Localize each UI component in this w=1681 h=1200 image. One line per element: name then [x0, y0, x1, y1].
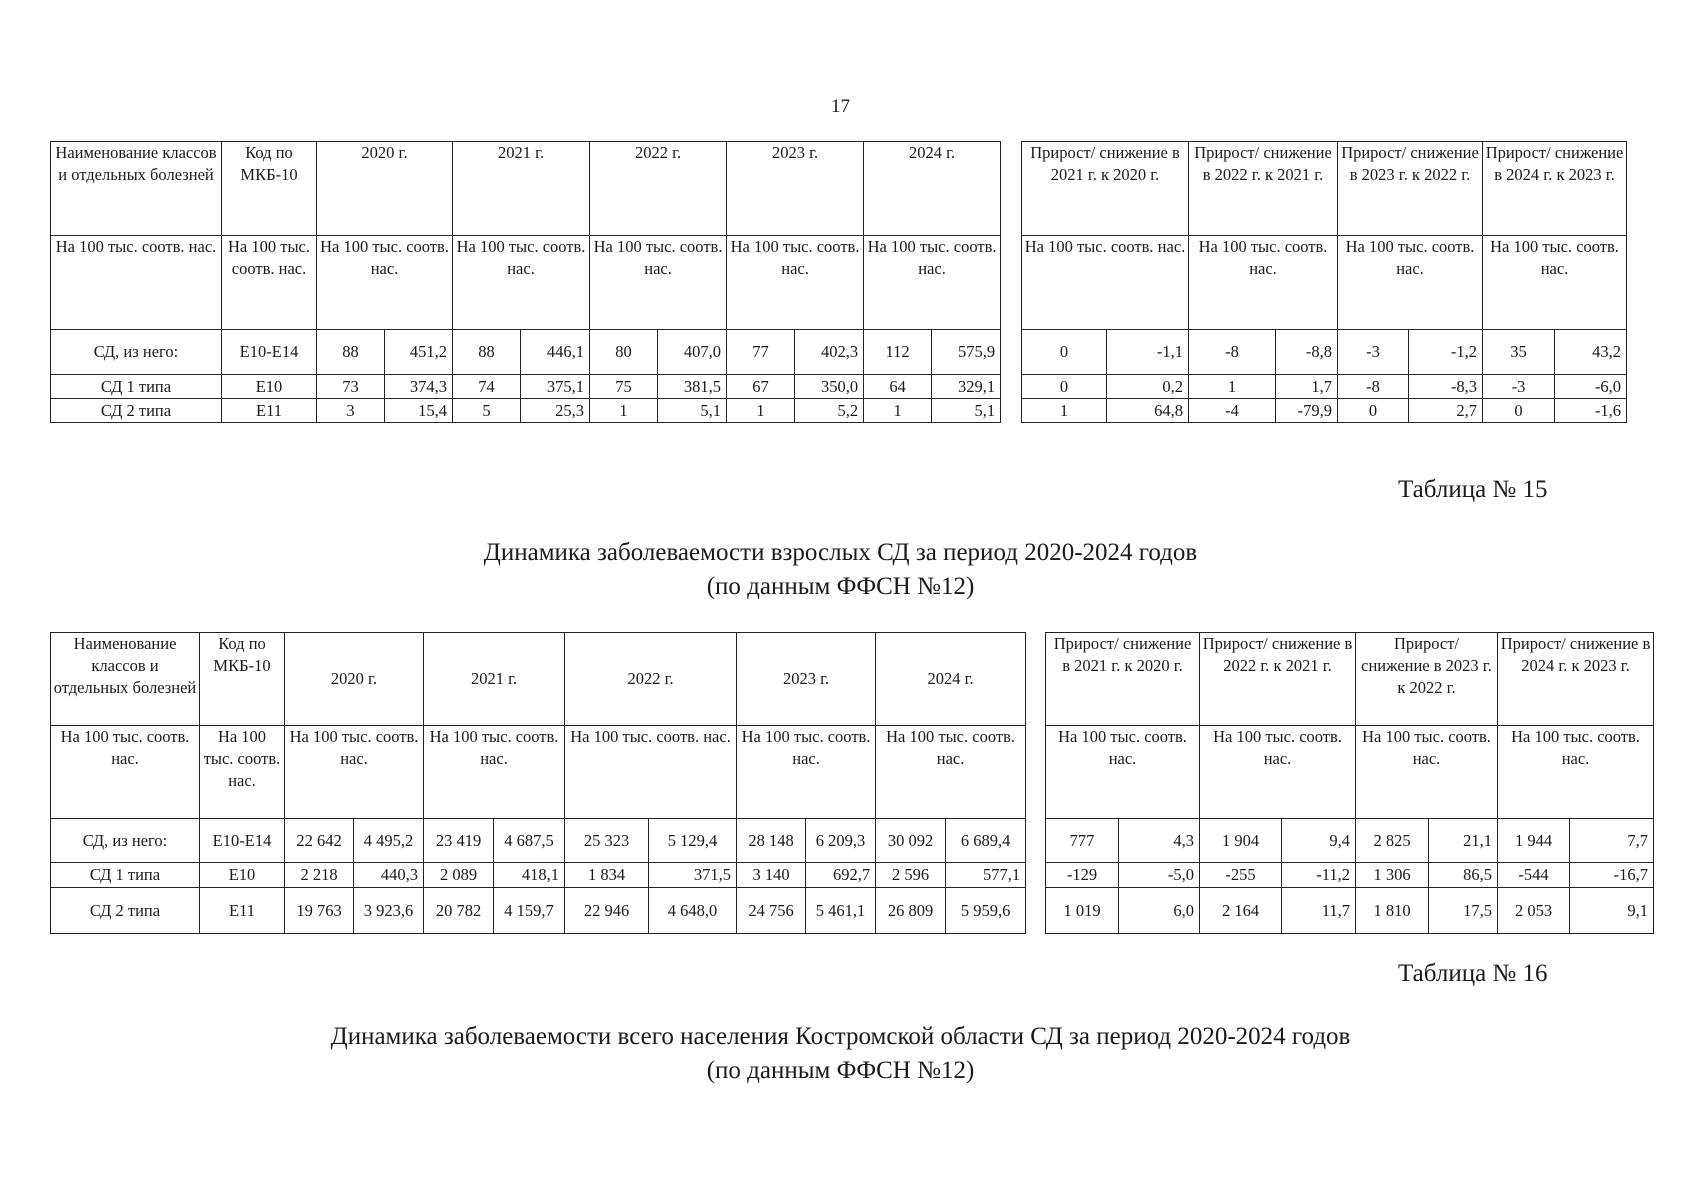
table-15-title-line2: (по данным ФФСН №12): [706, 573, 975, 600]
cell: 3 923,6: [354, 888, 424, 934]
table-row: [51, 399, 1001, 423]
table-16-title-line2: (по данным ФФСН №12): [706, 1057, 975, 1084]
cell: -8: [1189, 330, 1276, 375]
cell: 15,4: [385, 399, 453, 423]
header-year: 2022 г.: [590, 142, 727, 236]
cell: 1 306: [1356, 863, 1429, 888]
cell: -1,1: [1107, 330, 1189, 375]
table-15-label: Таблица № 15: [1398, 476, 1548, 503]
unit-cell: На 100 тыс. соотв. нас.: [1189, 236, 1338, 330]
cell: -255: [1200, 863, 1282, 888]
cell: 88: [453, 330, 521, 375]
cell: 75: [590, 375, 658, 399]
unit-code: На 100 тыс. соотв. нас.: [222, 236, 317, 330]
table-16-title-line1: Динамика заболеваемости всего населения Костромской области СД за период 2020-2024 годов: [330, 1023, 1351, 1050]
growth-header: Прирост/ снижение в 2023 г. к 2022 г.: [1356, 633, 1498, 726]
cell: 1 810: [1356, 888, 1429, 934]
cell: 575,9: [932, 330, 1001, 375]
cell: 86,5: [1429, 863, 1498, 888]
growth-header: Прирост/ снижение в 2021 г. к 2020 г.: [1046, 633, 1200, 726]
header-code: Код по МКБ-10: [222, 142, 317, 236]
cell: 17,5: [1429, 888, 1498, 934]
cell: 1 834: [565, 863, 649, 888]
row-name: СД, из него:: [51, 330, 222, 375]
page-number: 17: [831, 96, 850, 117]
cell: 7,7: [1570, 819, 1654, 863]
cell: 4,3: [1119, 819, 1200, 863]
table-row: [51, 330, 1001, 375]
cell: 4 159,7: [494, 888, 565, 934]
table-15-title-line1: Динамика заболеваемости взрослых СД за период 2020-2024 годов: [483, 539, 1198, 566]
cell: 3: [317, 399, 385, 423]
cell: 5,1: [658, 399, 727, 423]
table-row: [1046, 863, 1654, 888]
cell: 1 944: [1498, 819, 1570, 863]
cell: 2 089: [424, 863, 494, 888]
cell: 9,4: [1282, 819, 1356, 863]
header-year: 2021 г.: [453, 142, 590, 236]
unit-cell: На 100 тыс. соотв. нас.: [1498, 726, 1654, 819]
table-row: [1022, 330, 1627, 375]
cell: 6 689,4: [946, 819, 1026, 863]
cell: -16,7: [1570, 863, 1654, 888]
cell: 407,0: [658, 330, 727, 375]
header-year: 2024 г.: [864, 142, 1001, 236]
row-code: Е10: [222, 375, 317, 399]
cell: 1: [1022, 399, 1107, 423]
unit-cell: На 100 тыс. соотв. нас.: [1338, 236, 1483, 330]
unit-cell: На 100 тыс. соотв. нас.: [876, 726, 1026, 819]
row-name: СД 1 типа: [51, 863, 200, 888]
cell: 777: [1046, 819, 1119, 863]
cell: 371,5: [649, 863, 737, 888]
cell: 1,7: [1276, 375, 1338, 399]
cell: 418,1: [494, 863, 565, 888]
cell: 451,2: [385, 330, 453, 375]
cell: 5 959,6: [946, 888, 1026, 934]
header-name: Наименование классов и отдельных болезней: [51, 633, 200, 726]
cell: 11,7: [1282, 888, 1356, 934]
growth-header: Прирост/ снижение в 2022 г. к 2021 г.: [1189, 142, 1338, 236]
cell: 0: [1022, 330, 1107, 375]
growth-header: Прирост/ снижение в 2024 г. к 2023 г.: [1483, 142, 1627, 236]
cell: 112: [864, 330, 932, 375]
cell: 446,1: [521, 330, 590, 375]
cell: 25,3: [521, 399, 590, 423]
cell: 2 218: [285, 863, 354, 888]
cell: -129: [1046, 863, 1119, 888]
cell: 1: [727, 399, 795, 423]
cell: 22 642: [285, 819, 354, 863]
cell: -1,2: [1409, 330, 1483, 375]
cell: 64,8: [1107, 399, 1189, 423]
table-row: [51, 888, 1026, 934]
table-row: [1022, 399, 1627, 423]
cell: 64: [864, 375, 932, 399]
table-15-title: [0, 536, 1681, 604]
unit-cell: На 100 тыс. соотв. нас.: [727, 236, 864, 330]
unit-cell: На 100 тыс. соотв. нас.: [424, 726, 565, 819]
cell: 5 129,4: [649, 819, 737, 863]
cell: 375,1: [521, 375, 590, 399]
adults-table-growth: [1045, 632, 1654, 934]
unit-name: На 100 тыс. соотв. нас.: [51, 726, 200, 819]
cell: -5,0: [1119, 863, 1200, 888]
cell: 577,1: [946, 863, 1026, 888]
growth-header: Прирост/ снижение в 2024 г. к 2023 г.: [1498, 633, 1654, 726]
header-code: Код по МКБ-10: [200, 633, 285, 726]
unit-cell: На 100 тыс. соотв. нас.: [453, 236, 590, 330]
cell: -4: [1189, 399, 1276, 423]
cell: 2 825: [1356, 819, 1429, 863]
cell: -79,9: [1276, 399, 1338, 423]
cell: 692,7: [806, 863, 876, 888]
header-year: 2021 г.: [424, 633, 565, 726]
header-year: 2020 г.: [317, 142, 453, 236]
cell: 4 648,0: [649, 888, 737, 934]
table-row: [51, 863, 1026, 888]
cell: 43,2: [1555, 330, 1627, 375]
cell: 26 809: [876, 888, 946, 934]
cell: 5,1: [932, 399, 1001, 423]
row-name: СД 1 типа: [51, 375, 222, 399]
cell: 74: [453, 375, 521, 399]
row-code: Е10-Е14: [200, 819, 285, 863]
header-year: 2024 г.: [876, 633, 1026, 726]
cell: 20 782: [424, 888, 494, 934]
cell: -6,0: [1555, 375, 1627, 399]
cell: 28 148: [737, 819, 806, 863]
cell: 22 946: [565, 888, 649, 934]
unit-cell: На 100 тыс. соотв. нас.: [1022, 236, 1189, 330]
cell: 440,3: [354, 863, 424, 888]
cell: -1,6: [1555, 399, 1627, 423]
unit-cell: На 100 тыс. соотв. нас.: [864, 236, 1001, 330]
cell: 1 019: [1046, 888, 1119, 934]
cell: 2 596: [876, 863, 946, 888]
cell: 19 763: [285, 888, 354, 934]
cell: 374,3: [385, 375, 453, 399]
unit-cell: На 100 тыс. соотв. нас.: [1356, 726, 1498, 819]
unit-cell: На 100 тыс. соотв. нас.: [590, 236, 727, 330]
top-table-growth: [1021, 141, 1627, 423]
cell: 30 092: [876, 819, 946, 863]
row-name: СД 2 типа: [51, 399, 222, 423]
cell: 4 495,2: [354, 819, 424, 863]
header-year: 2020 г.: [285, 633, 424, 726]
cell: -11,2: [1282, 863, 1356, 888]
cell: -8: [1338, 375, 1409, 399]
cell: -8,8: [1276, 330, 1338, 375]
cell: 73: [317, 375, 385, 399]
cell: 88: [317, 330, 385, 375]
cell: 23 419: [424, 819, 494, 863]
growth-header: Прирост/ снижение в 2023 г. к 2022 г.: [1338, 142, 1483, 236]
cell: 329,1: [932, 375, 1001, 399]
cell: 77: [727, 330, 795, 375]
unit-cell: На 100 тыс. соотв. нас.: [317, 236, 453, 330]
unit-cell: На 100 тыс. соотв. нас.: [565, 726, 737, 819]
cell: 3 140: [737, 863, 806, 888]
cell: 1: [590, 399, 658, 423]
cell: 1: [1189, 375, 1276, 399]
table-row: [51, 375, 1001, 399]
table-16-title: [0, 1020, 1681, 1088]
cell: -8,3: [1409, 375, 1483, 399]
table-row: [51, 819, 1026, 863]
cell: 9,1: [1570, 888, 1654, 934]
cell: 6,0: [1119, 888, 1200, 934]
cell: 0: [1338, 399, 1409, 423]
cell: 4 687,5: [494, 819, 565, 863]
cell: 24 756: [737, 888, 806, 934]
cell: 6 209,3: [806, 819, 876, 863]
cell: -544: [1498, 863, 1570, 888]
cell: 5: [453, 399, 521, 423]
cell: 381,5: [658, 375, 727, 399]
cell: 2 053: [1498, 888, 1570, 934]
growth-header: Прирост/ снижение в 2021 г. к 2020 г.: [1022, 142, 1189, 236]
unit-cell: На 100 тыс. соотв. нас.: [1200, 726, 1356, 819]
cell: 1 904: [1200, 819, 1282, 863]
header-year: 2023 г.: [737, 633, 876, 726]
row-code: Е11: [200, 888, 285, 934]
row-name: СД, из него:: [51, 819, 200, 863]
cell: 80: [590, 330, 658, 375]
row-code: Е11: [222, 399, 317, 423]
cell: 2,7: [1409, 399, 1483, 423]
cell: 402,3: [795, 330, 864, 375]
cell: 0,2: [1107, 375, 1189, 399]
unit-code: На 100 тыс. соотв. нас.: [200, 726, 285, 819]
row-name: СД 2 типа: [51, 888, 200, 934]
cell: 35: [1483, 330, 1555, 375]
cell: 0: [1483, 399, 1555, 423]
cell: 5,2: [795, 399, 864, 423]
cell: -3: [1338, 330, 1409, 375]
cell: 350,0: [795, 375, 864, 399]
unit-cell: На 100 тыс. соотв. нас.: [285, 726, 424, 819]
row-code: Е10-Е14: [222, 330, 317, 375]
table-16-label: Таблица № 16: [1398, 960, 1548, 987]
unit-cell: На 100 тыс. соотв. нас.: [737, 726, 876, 819]
unit-name: На 100 тыс. соотв. нас.: [51, 236, 222, 330]
cell: 21,1: [1429, 819, 1498, 863]
cell: 25 323: [565, 819, 649, 863]
row-code: Е10: [200, 863, 285, 888]
table-row: [1046, 819, 1654, 863]
cell: 5 461,1: [806, 888, 876, 934]
growth-header: Прирост/ снижение в 2022 г. к 2021 г.: [1200, 633, 1356, 726]
cell: 0: [1022, 375, 1107, 399]
header-year: 2023 г.: [727, 142, 864, 236]
cell: 67: [727, 375, 795, 399]
unit-cell: На 100 тыс. соотв. нас.: [1483, 236, 1627, 330]
adults-table-main: [50, 632, 1026, 934]
table-row: [1022, 375, 1627, 399]
header-year: 2022 г.: [565, 633, 737, 726]
top-table-main: [50, 141, 1001, 423]
cell: -3: [1483, 375, 1555, 399]
header-name: Наименование классов и отдельных болезней: [51, 142, 222, 236]
cell: 2 164: [1200, 888, 1282, 934]
unit-cell: На 100 тыс. соотв. нас.: [1046, 726, 1200, 819]
table-row: [1046, 888, 1654, 934]
cell: 1: [864, 399, 932, 423]
